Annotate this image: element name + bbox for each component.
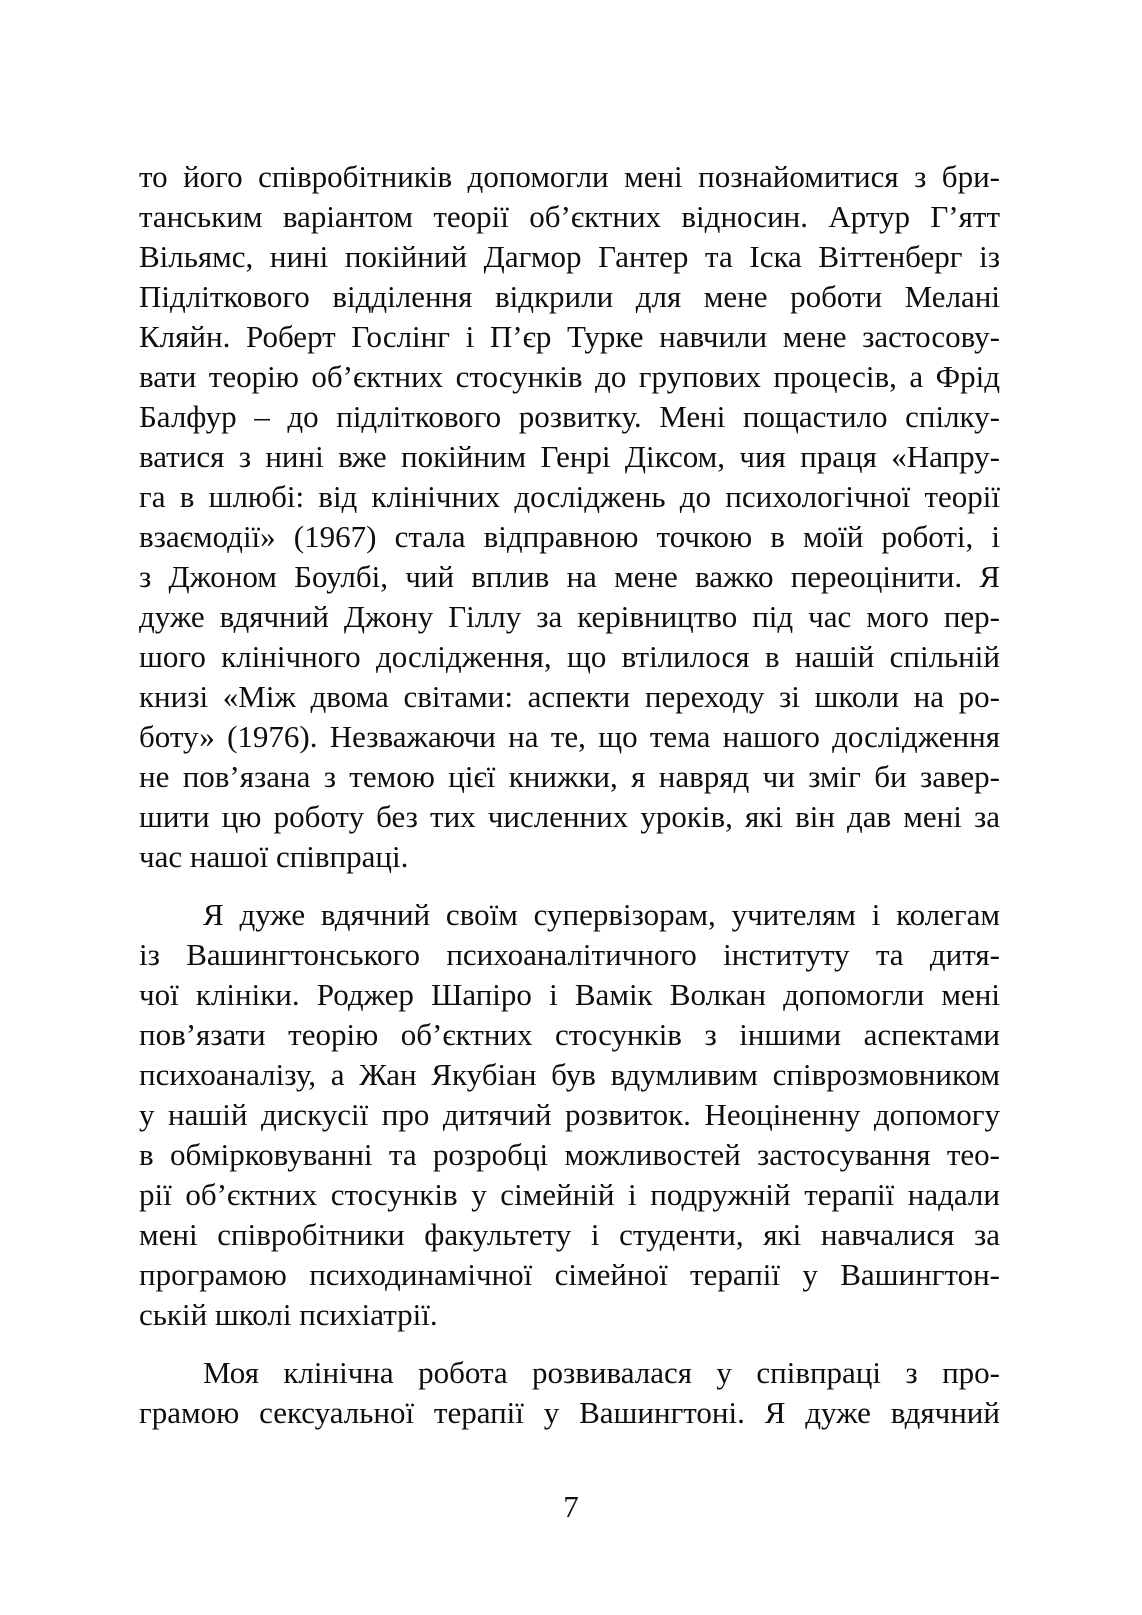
text-line: боту» (1976). Незважаючи на те, що тема нашого дослідження [139, 719, 1000, 754]
text-line: Підліткового відділення відкрили для мене роботи Мелані [139, 279, 1000, 314]
text-line: рії об’єктних стосунків у сімейній і подружній терапії надали [139, 1177, 1000, 1212]
paragraph [139, 1353, 1000, 1433]
text-line: Моя клінічна робота розвивалася у співпраці з про- [203, 1355, 1000, 1390]
text-line: Балфур – до підліткового розвитку. Мені пощастило спілку- [139, 399, 1000, 434]
text-line: Вільямс, нині покійний Дагмор Гантер та Іска Віттенберг із [139, 239, 1000, 274]
text-line: ській школі психіатрії. [139, 1297, 438, 1332]
text-line: дуже вдячний Джону Гіллу за керівництво під час мого пер- [139, 599, 1000, 634]
page-text [139, 157, 1000, 1433]
text-line: мені співробітники факультету і студенти, які навчалися за [139, 1217, 1000, 1252]
text-line: книзі «Між двома світами: аспекти переходу зі школи на ро- [139, 679, 1000, 714]
text-line: грамою сексуальної терапії у Вашингтоні. Я дуже вдячний [139, 1395, 1000, 1430]
text-line: не пов’язана з темою цієї книжки, я навряд чи зміг би завер- [139, 759, 1000, 794]
paragraph [139, 157, 1000, 877]
text-line: га в шлюбі: від клінічних досліджень до психологічної теорії [139, 479, 1000, 514]
text-line: із Вашингтонського психоаналітичного інституту та дитя- [139, 937, 1000, 972]
text-line: танським варіантом теорії об’єктних відносин. Артур Г’ятт [139, 199, 1000, 234]
text-line: з Джоном Боулбі, чий вплив на мене важко переоцінити. Я [139, 559, 1000, 594]
text-line: ватися з нині вже покійним Генрі Діксом, чия праця «Напру- [139, 439, 1000, 474]
text-line: Кляйн. Роберт Гослінг і П’єр Турке навчили мене застосову- [139, 319, 1000, 354]
text-line: шого клінічного дослідження, що втілилося в нашій спільній [139, 639, 1000, 674]
text-line: то його співробітників допомогли мені познайомитися з бри- [139, 159, 1000, 194]
text-line: час нашої співпраці. [139, 839, 409, 874]
text-line: програмою психодинамічної сімейної терапії у Вашингтон- [139, 1257, 1000, 1292]
paragraph [139, 895, 1000, 1335]
text-line: взаємодії» (1967) стала відправною точкою в моїй роботі, і [139, 519, 1000, 554]
text-line: Я дуже вдячний своїм супервізорам, учителям і колегам [203, 897, 1000, 932]
text-line: в обмірковуванні та розробці можливостей застосування тео- [139, 1137, 1000, 1172]
text-line: у нашій дискусії про дитячий розвиток. Неоціненну допомогу [139, 1097, 1000, 1132]
text-line: шити цю роботу без тих численних уроків, які він дав мені за [139, 799, 1000, 834]
text-line: психоаналізу, а Жан Якубіан був вдумливим співрозмовником [139, 1057, 1000, 1092]
page-number: 7 [563, 1489, 579, 1524]
text-line: пов’язати теорію об’єктних стосунків з іншими аспектами [139, 1017, 1000, 1052]
text-line: чої клініки. Роджер Шапіро і Вамік Волкан допомогли мені [139, 977, 1000, 1012]
text-line: вати теорію об’єктних стосунків до групових процесів, а Фрід [139, 359, 1000, 394]
